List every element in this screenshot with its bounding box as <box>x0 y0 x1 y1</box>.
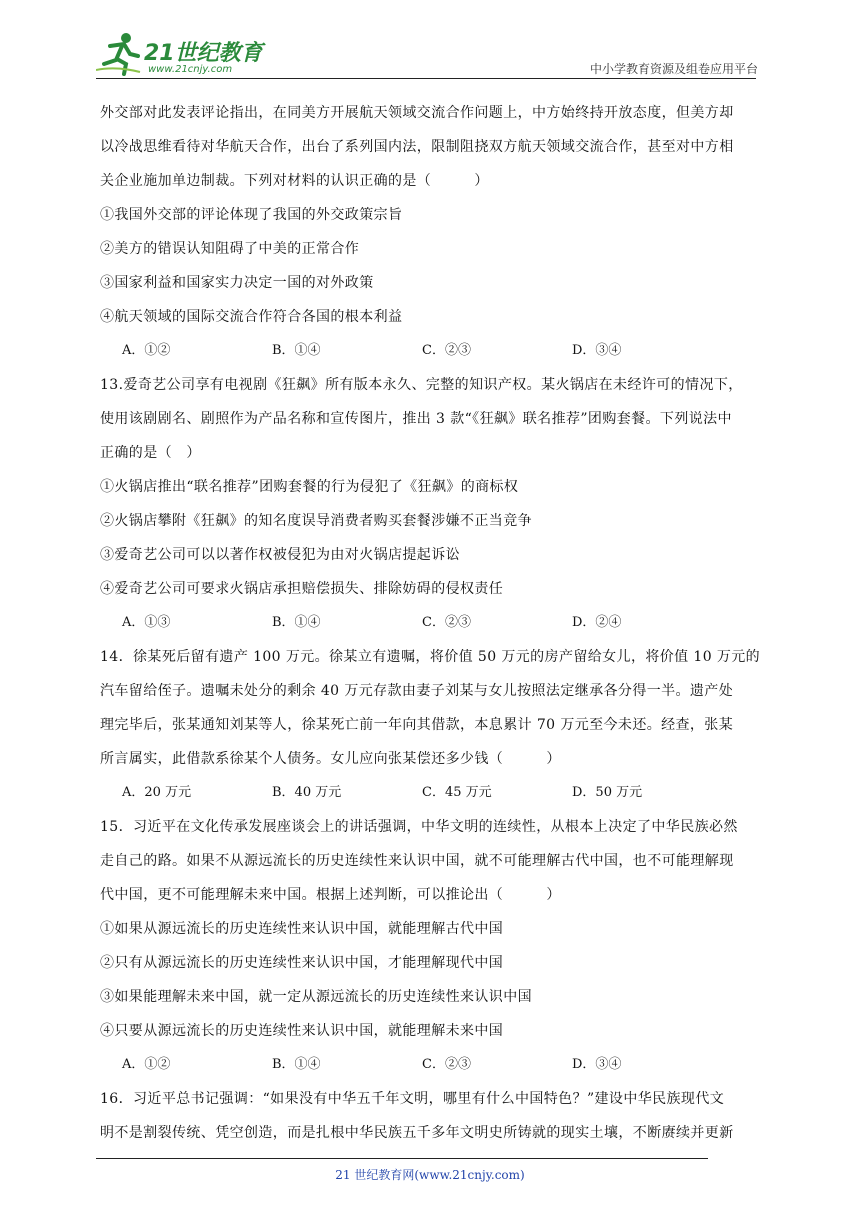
statement-line: ①我国外交部的评论体现了我国的外交政策宗旨 <box>100 207 403 223</box>
text-line: 外交部对此发表评论指出，在同美方开展航天领域交流合作问题上，中方始终持开放态度，但美方却 <box>100 105 734 121</box>
question-15-line: 走自己的路。如果不从源远流长的历史连续性来认识中国，就不可能理解古代中国，也不可能理解现 <box>100 853 734 869</box>
option-c: C．②③ <box>422 1057 471 1072</box>
option-c: C．45 万元 <box>422 785 492 800</box>
option-b: B．①④ <box>272 343 321 358</box>
logo-url: www.21cnjy.com <box>148 64 233 75</box>
question-14-line: 汽车留给侄子。遗嘱未处分的剩余 40 万元存款由妻子刘某与女儿按照法定继承各分得一半。遗产处 <box>100 683 734 699</box>
statement-line: ①如果从源远流长的历史连续性来认识中国，就能理解古代中国 <box>100 921 504 937</box>
statement-line: ④只要从源远流长的历史连续性来认识中国，就能理解未来中国 <box>100 1023 504 1039</box>
option-b: B．40 万元 <box>272 785 342 800</box>
answer-options-q13 <box>100 606 764 640</box>
option-a: A．①② <box>122 343 171 358</box>
statement-line: ①火锅店推出“联名推荐”团购套餐的行为侵犯了《狂飙》的商标权 <box>100 479 519 495</box>
platform-title: 中小学教育资源及组卷应用平台 <box>589 62 758 76</box>
footer-divider <box>96 1158 708 1159</box>
answer-options-q12 <box>100 334 764 368</box>
option-b: B．①④ <box>272 1057 321 1072</box>
running-figure-icon <box>96 30 142 76</box>
statement-line: ②火锅店攀附《狂飙》的知名度误导消费者购买套餐涉嫌不正当竞争 <box>100 513 532 529</box>
text-line: 关企业施加单边制裁。下列对材料的认识正确的是（ ） <box>100 173 489 189</box>
document-body <box>100 96 764 1150</box>
question-13-line: 使用该剧剧名、剧照作为产品名称和宣传图片，推出 3 款“《狂飙》联名推荐”团购套餐。下列说法中 <box>100 411 732 427</box>
option-a: A．①③ <box>122 615 171 630</box>
question-13-line: 正确的是（ ） <box>100 445 201 461</box>
text-line: 以冷战思维看待对华航天合作，出台了系列国内法，限制阻挠双方航天领域交流合作，甚至对中方相 <box>100 139 734 155</box>
footer-link[interactable]: 21 世纪教育网(www.21cnjy.com) <box>335 1168 525 1182</box>
option-d: D．③④ <box>572 343 622 358</box>
statement-line: ③国家利益和国家实力决定一国的对外政策 <box>100 275 374 291</box>
option-c: C．②③ <box>422 615 471 630</box>
statement-line: ②美方的错误认知阻碍了中美的正常合作 <box>100 241 360 257</box>
option-d: D．③④ <box>572 1057 622 1072</box>
header-divider <box>96 78 756 79</box>
question-14-line: 所言属实，此借款系徐某个人债务。女儿应向张某偿还多少钱（ ） <box>100 751 561 767</box>
question-15-line: 代中国，更不可能理解未来中国。根据上述判断，可以推论出（ ） <box>100 887 561 903</box>
statement-line: ②只有从源远流长的历史连续性来认识中国，才能理解现代中国 <box>100 955 504 971</box>
option-a: A．20 万元 <box>122 785 192 800</box>
logo-text: 21世纪教育 <box>144 41 263 66</box>
statement-line: ③爱奇艺公司可以以著作权被侵犯为由对火锅店提起诉讼 <box>100 547 460 563</box>
answer-options-q15 <box>100 1048 764 1082</box>
page-header <box>96 30 766 80</box>
statement-line: ③如果能理解未来中国，就一定从源远流长的历史连续性来认识中国 <box>100 989 532 1005</box>
question-16-line: 明不是割裂传统、凭空创造，而是扎根中华民族五千多年文明史所铸就的现实土壤，不断赓续并更新 <box>100 1125 734 1141</box>
question-13-line: 13.爱奇艺公司享有电视剧《狂飙》所有版本永久、完整的知识产权。某火锅店在未经许可的情况下， <box>100 377 743 393</box>
option-c: C．②③ <box>422 343 471 358</box>
question-14-line: 14．徐某死后留有遗产 100 万元。徐某立有遗嘱，将价值 50 万元的房产留给女儿，将价值 10 万元的 <box>100 649 761 665</box>
answer-options-q14 <box>100 776 764 810</box>
option-d: D．②④ <box>572 615 622 630</box>
option-a: A．①② <box>122 1057 171 1072</box>
option-d: D．50 万元 <box>572 785 643 800</box>
site-logo <box>96 30 296 78</box>
statement-line: ④航天领域的国际交流合作符合各国的根本利益 <box>100 309 403 325</box>
question-14-line: 理完毕后，张某通知刘某等人，徐某死亡前一年向其借款，本息累计 70 万元至今未还。经查，张某 <box>100 717 734 733</box>
question-16-line: 16．习近平总书记强调：“如果没有中华五千年文明，哪里有什么中国特色？”建设中华民族现代文 <box>100 1091 725 1107</box>
option-b: B．①④ <box>272 615 321 630</box>
statement-line: ④爱奇艺公司可要求火锅店承担赔偿损失、排除妨碍的侵权责任 <box>100 581 504 597</box>
question-15-line: 15．习近平在文化传承发展座谈会上的讲话强调，中华文明的连续性，从根本上决定了中华民族必然 <box>100 819 738 835</box>
